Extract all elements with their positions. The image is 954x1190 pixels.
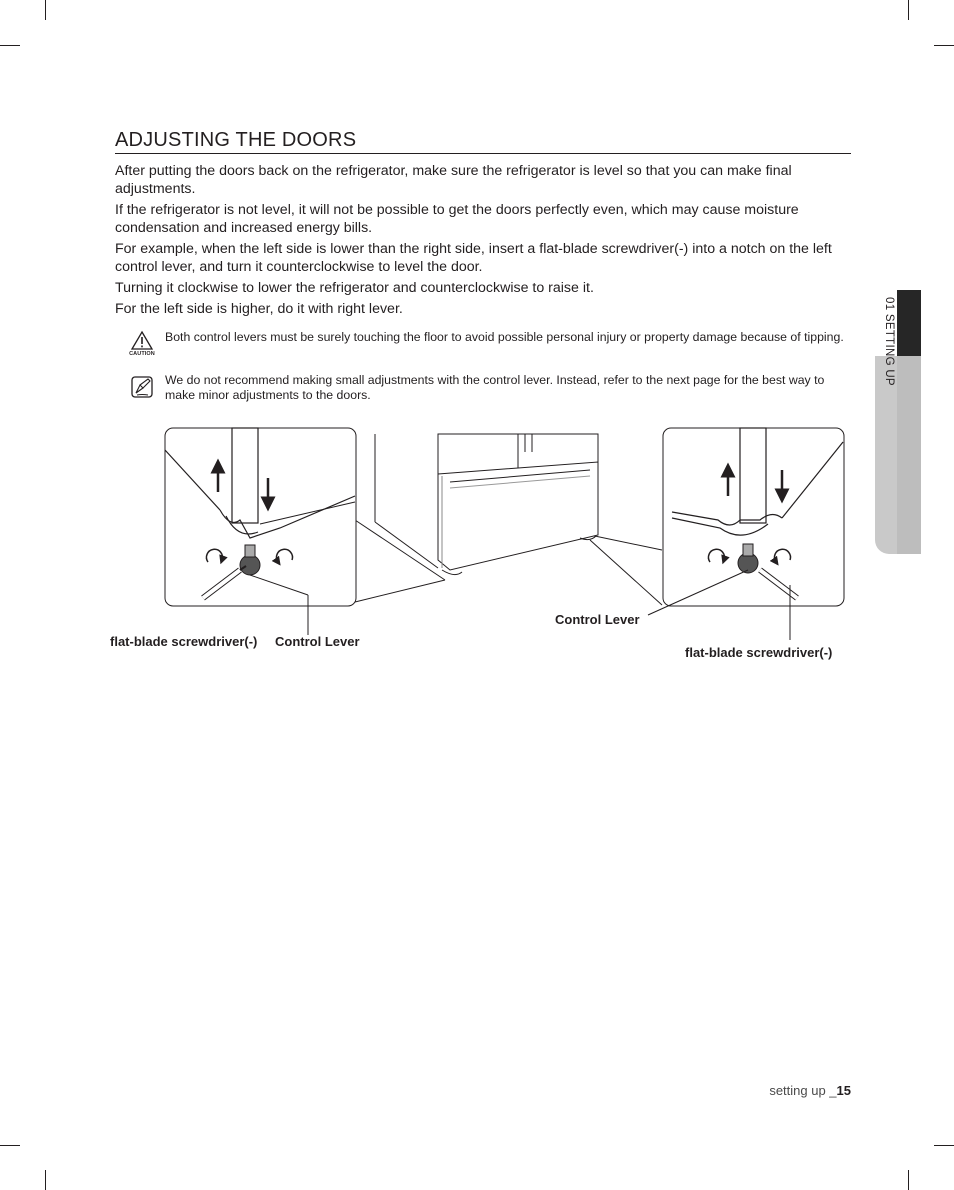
left-screwdriver-label: flat-blade screwdriver(-) xyxy=(110,634,258,649)
crop-mark xyxy=(0,1145,20,1146)
crop-mark xyxy=(908,0,909,20)
crop-mark xyxy=(934,1145,954,1146)
crop-mark xyxy=(45,1170,46,1190)
note-pencil-icon xyxy=(124,373,160,403)
right-screwdriver-label: flat-blade screwdriver(-) xyxy=(685,645,833,660)
refrigerator-drawing xyxy=(375,434,598,575)
crop-mark xyxy=(0,45,20,46)
crop-mark xyxy=(45,0,46,20)
chapter-tab-strip xyxy=(897,356,921,554)
left-control-lever-label: Control Lever xyxy=(275,634,360,649)
section-title: ADJUSTING THE DOORS xyxy=(115,128,851,154)
footer-section: setting up _ xyxy=(769,1083,837,1098)
paragraph: After putting the doors back on the refrigerator, make sure the refrigerator is level so that you can make final adjustments. xyxy=(115,163,792,197)
body-text xyxy=(115,162,851,321)
leveling-illustration xyxy=(100,420,860,670)
chapter-tab-label: 01 SETTING UP xyxy=(883,297,895,386)
note-text: We do not recommend making small adjustments with the control lever. Instead, refer to the next page for the best way to make minor adjustments to the doors. xyxy=(165,373,825,402)
left-detail-box xyxy=(165,428,356,606)
paragraph: Turning it clockwise to lower the refrigerator and counterclockwise to raise it. xyxy=(115,280,594,296)
refrigerator-leveling-diagram xyxy=(100,420,860,670)
caution-triangle-icon xyxy=(124,330,160,360)
crop-mark xyxy=(934,45,954,46)
paragraph: For example, when the left side is lower than the right side, insert a flat-blade screwdriver(-) into a notch on the left control lever, and turn it counterclockwise to level the door. xyxy=(115,241,832,275)
paragraph: For the left side is higher, do it with right lever. xyxy=(115,301,403,317)
caution-text: Both control levers must be surely touching the floor to avoid possible personal injury or property damage because of tipping. xyxy=(165,330,844,344)
right-control-lever-label: Control Lever xyxy=(555,612,640,627)
right-detail-box xyxy=(663,428,844,606)
crop-mark xyxy=(908,1170,909,1190)
page-number: 15 xyxy=(836,1083,851,1098)
chapter-tab-marker xyxy=(897,290,921,356)
page-footer xyxy=(769,1083,851,1098)
paragraph: If the refrigerator is not level, it will not be possible to get the doors perfectly even, which may cause moisture condensation and increased energy bills. xyxy=(115,202,799,236)
caution-icon-label: CAUTION xyxy=(129,351,155,357)
